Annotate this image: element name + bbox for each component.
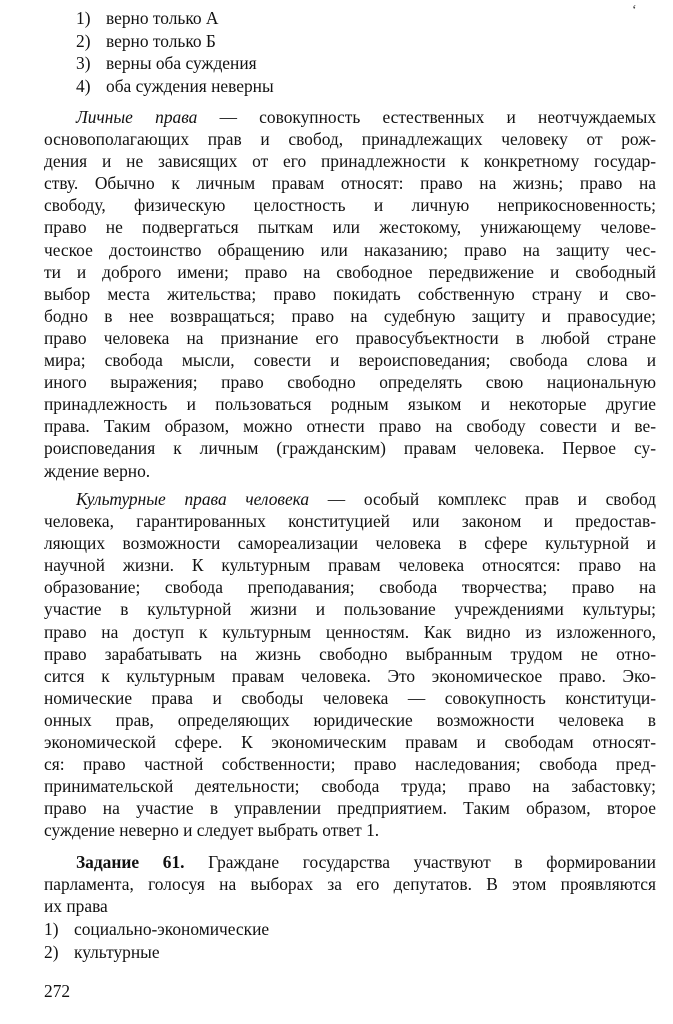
paragraph-cultural-rights (44, 488, 656, 842)
text-line: принимательской деятельности; свобода труда; право на забастовку; (44, 776, 656, 797)
text-line: парламента, голосуя на выборах за его депутатов. В этом проявляются (44, 874, 656, 895)
text-line: человека, гарантированных конституцией или законом и предостав- (44, 511, 656, 532)
option-number: 1) (44, 919, 59, 939)
task-61 (44, 851, 656, 917)
option-number: 1) (76, 8, 91, 28)
text-line: дения и не зависящих от его принадлежности к конкретному государ- (44, 151, 656, 172)
text-line: право не подвергаться пыткам или жестокому, унижающему челове- (44, 217, 656, 238)
answer-option (76, 75, 274, 98)
text-line: ся: право частной собственности; право наследования; свобода пред- (44, 754, 656, 775)
text-line (44, 488, 656, 510)
option-number: 4) (76, 75, 91, 96)
option-text: верно только Б (106, 30, 216, 51)
answer-option (76, 52, 274, 75)
option-text: верны оба суждения (106, 53, 257, 74)
text-line: суждение неверно и следует выбрать ответ 1. (44, 820, 380, 841)
answer-options-task-61 (44, 918, 269, 963)
text-line: свободу, физическую целостность и личную неприкосновенность; (44, 195, 656, 216)
text-line: бодно в нее возвращаться; право на судебную защиту и правосудие; (44, 305, 656, 326)
option-text: оба суждения неверны (106, 75, 274, 96)
text-line: ждение верно. (44, 460, 151, 481)
answer-option (44, 941, 269, 964)
text-line: ческое достоинство обращению или наказанию; право на защиту чес- (44, 239, 656, 260)
text-line: ти и доброго имени; право на свободное передвижение и свободный (44, 261, 656, 282)
text-line: право человека на признание его правосубъектности в любой стране (44, 327, 656, 348)
text-line: роисповедания к личным (гражданским) правам человека. Первое су- (44, 438, 656, 459)
text-line: мира; свобода мысли, совести и вероисповедания; свобода слова и (44, 350, 656, 371)
text-line: номические права и свободы человека — совокупность конституци- (44, 687, 656, 708)
text-fragment: — совокупность естественных и неотчуждаемых (197, 107, 657, 127)
option-number: 2) (76, 30, 91, 51)
answer-option (44, 918, 269, 941)
option-text: культурные (74, 941, 160, 962)
term-personal-rights: Личные права (76, 107, 198, 127)
answer-option (76, 7, 274, 30)
text-line: выбор места жительства; право покидать собственную страну и сво- (44, 283, 656, 304)
page-number: 272 (44, 981, 71, 1001)
text-line (44, 851, 656, 873)
text-line: сится к культурным правам человека. Это экономическое право. Эко- (44, 665, 656, 686)
option-number: 3) (76, 53, 91, 74)
option-number: 2) (44, 941, 59, 962)
text-line: право на доступ к культурным ценностям. Как видно из изложенного, (44, 621, 656, 642)
term-cultural-rights: Культурные права человека (76, 489, 310, 509)
paragraph-personal-rights (44, 106, 656, 482)
option-text: социально-экономические (74, 919, 270, 939)
text-line: их права (44, 896, 108, 917)
text-line: образование; свобода преподавания; свобода творчества; право на (44, 577, 656, 598)
text-line: иного выражения; право свободно определять свою национальную (44, 372, 656, 393)
text-line (44, 106, 656, 128)
text-line: ству. Обычно к личным правам относят: право на жизнь; право на (44, 173, 656, 194)
text-line: право зарабатывать на жизнь свободно выбранным трудом не отно- (44, 643, 656, 664)
text-fragment: — особый комплекс прав и свобод (309, 489, 656, 509)
text-line: онных прав, определяющих юридические возможности человека в (44, 709, 656, 730)
text-line: участие в культурной жизни и пользование учреждениями культуры; (44, 599, 656, 620)
text-line: право на участие в управлении предприятием. Таким образом, второе (44, 798, 656, 819)
task-label: Задание 61. (76, 852, 185, 872)
answer-option (76, 30, 274, 53)
text-fragment: Граждане государства участвуют в формировании (184, 852, 656, 872)
text-line: принадлежность и пользоваться родным языком и некоторые другие (44, 394, 656, 415)
option-text: верно только А (106, 8, 219, 28)
corner-mark: ‘ (632, 3, 637, 18)
text-line: экономической сфере. К экономическим правам и свободам относят- (44, 732, 656, 753)
text-line: основополагающих прав и свобод, принадлежащих человеку от рож- (44, 129, 656, 150)
answer-options-previous (76, 7, 274, 97)
text-line: научной жизни. К культурным правам человека относятся: право на (44, 555, 656, 576)
text-line: права. Таким образом, можно отнести право на свободу совести и ве- (44, 416, 656, 437)
text-line: ляющих возможности самореализации человека в сфере культурной и (44, 533, 656, 554)
